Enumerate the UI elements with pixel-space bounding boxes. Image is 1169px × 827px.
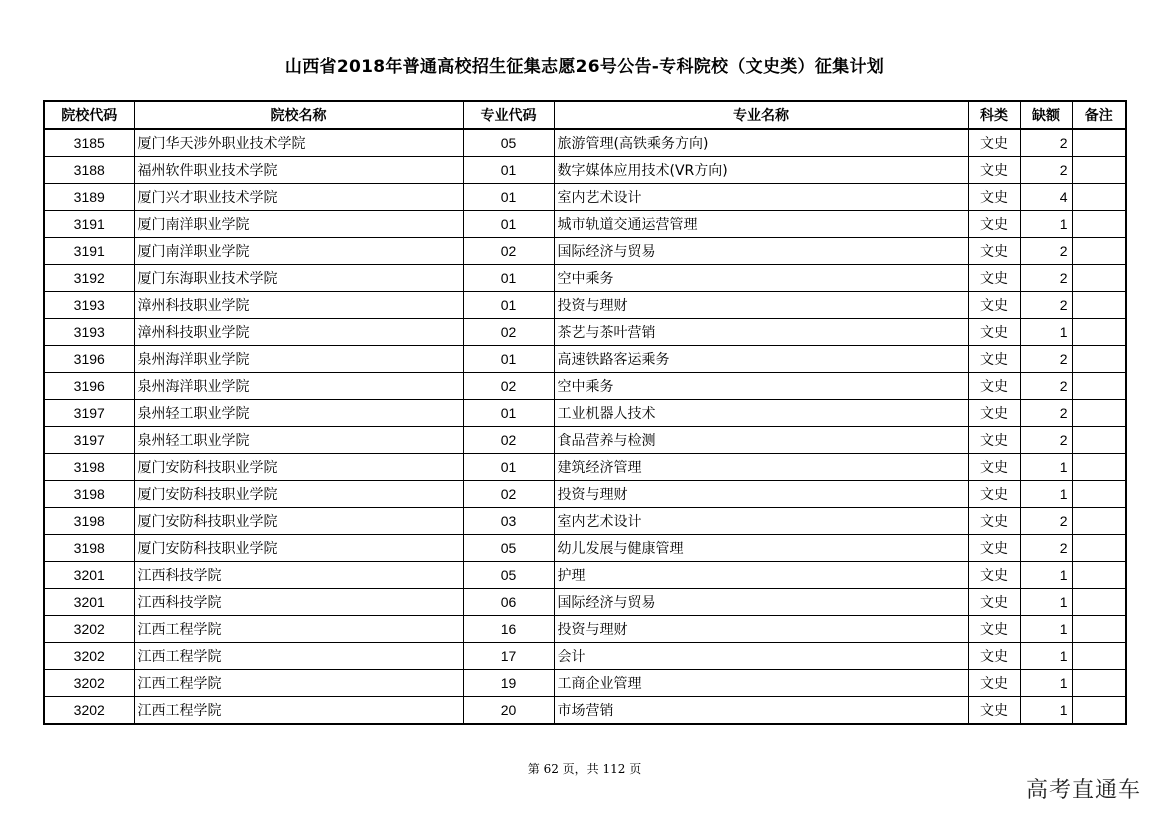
- page-footer: 第 62 页，共 112 页: [527, 762, 642, 776]
- cell-major-code: 05: [463, 129, 554, 157]
- cell-subject: 文史: [968, 292, 1020, 319]
- cell-major-name: 室内艺术设计: [554, 508, 968, 535]
- table-row: [44, 265, 1126, 292]
- header-school-code: 院校代码: [44, 101, 134, 129]
- cell-major-code: 02: [463, 238, 554, 265]
- table-header-row: [44, 101, 1126, 129]
- cell-major-code: 01: [463, 400, 554, 427]
- cell-major-code: 02: [463, 481, 554, 508]
- table-row: [44, 319, 1126, 346]
- cell-school-code: 3192: [44, 265, 134, 292]
- cell-vacancy: 1: [1020, 562, 1072, 589]
- table-row: [44, 157, 1126, 184]
- cell-major-name: 投资与理财: [554, 616, 968, 643]
- cell-school-name: 江西工程学院: [134, 616, 463, 643]
- cell-school-code: 3198: [44, 508, 134, 535]
- cell-vacancy: 2: [1020, 238, 1072, 265]
- table-row: [44, 481, 1126, 508]
- cell-school-code: 3202: [44, 697, 134, 725]
- cell-vacancy: 1: [1020, 616, 1072, 643]
- cell-school-code: 3198: [44, 454, 134, 481]
- cell-major-name: 护理: [554, 562, 968, 589]
- header-vacancy: 缺额: [1020, 101, 1072, 129]
- cell-vacancy: 2: [1020, 265, 1072, 292]
- cell-major-name: 旅游管理(高铁乘务方向): [554, 129, 968, 157]
- cell-vacancy: 2: [1020, 346, 1072, 373]
- cell-school-code: 3202: [44, 616, 134, 643]
- cell-major-name: 高速铁路客运乘务: [554, 346, 968, 373]
- cell-vacancy: 4: [1020, 184, 1072, 211]
- cell-vacancy: 2: [1020, 373, 1072, 400]
- cell-school-name: 厦门南洋职业学院: [134, 238, 463, 265]
- cell-major-code: 17: [463, 643, 554, 670]
- cell-major-code: 01: [463, 211, 554, 238]
- cell-vacancy: 2: [1020, 400, 1072, 427]
- cell-vacancy: 1: [1020, 481, 1072, 508]
- cell-school-code: 3202: [44, 643, 134, 670]
- cell-major-name: 工商企业管理: [554, 670, 968, 697]
- cell-subject: 文史: [968, 562, 1020, 589]
- cell-school-name: 泉州轻工职业学院: [134, 400, 463, 427]
- cell-school-name: 江西工程学院: [134, 670, 463, 697]
- table-row: [44, 238, 1126, 265]
- cell-major-name: 食品营养与检测: [554, 427, 968, 454]
- cell-school-name: 厦门安防科技职业学院: [134, 454, 463, 481]
- cell-school-name: 厦门南洋职业学院: [134, 211, 463, 238]
- table-row: [44, 697, 1126, 725]
- cell-school-name: 厦门安防科技职业学院: [134, 535, 463, 562]
- cell-subject: 文史: [968, 129, 1020, 157]
- cell-subject: 文史: [968, 508, 1020, 535]
- table-row: [44, 454, 1126, 481]
- table-row: [44, 184, 1126, 211]
- cell-major-code: 02: [463, 373, 554, 400]
- cell-school-name: 厦门兴才职业技术学院: [134, 184, 463, 211]
- cell-school-code: 3193: [44, 319, 134, 346]
- cell-major-name: 工业机器人技术: [554, 400, 968, 427]
- cell-subject: 文史: [968, 454, 1020, 481]
- header-note: 备注: [1072, 101, 1126, 129]
- cell-school-name: 江西工程学院: [134, 643, 463, 670]
- cell-major-name: 投资与理财: [554, 292, 968, 319]
- cell-major-name: 空中乘务: [554, 373, 968, 400]
- cell-major-code: 16: [463, 616, 554, 643]
- cell-major-code: 05: [463, 535, 554, 562]
- cell-note: [1072, 670, 1126, 697]
- cell-vacancy: 1: [1020, 670, 1072, 697]
- cell-subject: 文史: [968, 670, 1020, 697]
- enrollment-table: [43, 100, 1127, 725]
- cell-school-code: 3201: [44, 589, 134, 616]
- cell-note: [1072, 508, 1126, 535]
- cell-subject: 文史: [968, 238, 1020, 265]
- cell-school-name: 厦门安防科技职业学院: [134, 508, 463, 535]
- cell-school-code: 3202: [44, 670, 134, 697]
- cell-vacancy: 2: [1020, 427, 1072, 454]
- cell-vacancy: 1: [1020, 319, 1072, 346]
- cell-note: [1072, 481, 1126, 508]
- cell-subject: 文史: [968, 400, 1020, 427]
- cell-vacancy: 2: [1020, 535, 1072, 562]
- cell-subject: 文史: [968, 211, 1020, 238]
- cell-major-name: 室内艺术设计: [554, 184, 968, 211]
- cell-major-name: 市场营销: [554, 697, 968, 725]
- cell-note: [1072, 292, 1126, 319]
- cell-major-code: 20: [463, 697, 554, 725]
- cell-major-code: 19: [463, 670, 554, 697]
- cell-major-code: 01: [463, 292, 554, 319]
- cell-major-name: 幼儿发展与健康管理: [554, 535, 968, 562]
- cell-subject: 文史: [968, 616, 1020, 643]
- cell-school-code: 3196: [44, 373, 134, 400]
- cell-subject: 文史: [968, 535, 1020, 562]
- cell-note: [1072, 238, 1126, 265]
- cell-vacancy: 2: [1020, 157, 1072, 184]
- cell-school-name: 福州软件职业技术学院: [134, 157, 463, 184]
- cell-vacancy: 2: [1020, 508, 1072, 535]
- cell-school-code: 3201: [44, 562, 134, 589]
- cell-school-name: 厦门东海职业技术学院: [134, 265, 463, 292]
- header-major-code: 专业代码: [463, 101, 554, 129]
- cell-note: [1072, 129, 1126, 157]
- cell-school-code: 3185: [44, 129, 134, 157]
- cell-major-name: 空中乘务: [554, 265, 968, 292]
- cell-school-name: 厦门华天涉外职业技术学院: [134, 129, 463, 157]
- table-row: [44, 129, 1126, 157]
- table-row: [44, 589, 1126, 616]
- header-subject: 科类: [968, 101, 1020, 129]
- cell-school-code: 3197: [44, 427, 134, 454]
- cell-major-name: 城市轨道交通运营管理: [554, 211, 968, 238]
- cell-school-code: 3189: [44, 184, 134, 211]
- header-major-name: 专业名称: [554, 101, 968, 129]
- header-school-name: 院校名称: [134, 101, 463, 129]
- cell-major-code: 02: [463, 427, 554, 454]
- cell-note: [1072, 427, 1126, 454]
- watermark-text: 高考直通车: [1025, 778, 1141, 803]
- cell-subject: 文史: [968, 697, 1020, 725]
- cell-school-name: 江西科技学院: [134, 562, 463, 589]
- table-row: [44, 535, 1126, 562]
- cell-school-name: 江西工程学院: [134, 697, 463, 725]
- table-row: [44, 400, 1126, 427]
- cell-school-name: 泉州轻工职业学院: [134, 427, 463, 454]
- cell-subject: 文史: [968, 643, 1020, 670]
- cell-vacancy: 1: [1020, 697, 1072, 725]
- cell-school-name: 泉州海洋职业学院: [134, 346, 463, 373]
- table-row: [44, 670, 1126, 697]
- cell-school-code: 3191: [44, 238, 134, 265]
- cell-major-code: 02: [463, 319, 554, 346]
- cell-school-code: 3197: [44, 400, 134, 427]
- cell-note: [1072, 400, 1126, 427]
- cell-major-code: 01: [463, 346, 554, 373]
- cell-subject: 文史: [968, 589, 1020, 616]
- table-row: [44, 427, 1126, 454]
- cell-school-code: 3198: [44, 481, 134, 508]
- cell-major-code: 05: [463, 562, 554, 589]
- table-row: [44, 616, 1126, 643]
- table-row: [44, 292, 1126, 319]
- cell-school-code: 3196: [44, 346, 134, 373]
- cell-school-code: 3191: [44, 211, 134, 238]
- cell-vacancy: 1: [1020, 454, 1072, 481]
- cell-subject: 文史: [968, 346, 1020, 373]
- cell-subject: 文史: [968, 157, 1020, 184]
- cell-school-name: 漳州科技职业学院: [134, 292, 463, 319]
- cell-vacancy: 2: [1020, 292, 1072, 319]
- cell-note: [1072, 157, 1126, 184]
- cell-note: [1072, 562, 1126, 589]
- cell-note: [1072, 535, 1126, 562]
- cell-major-code: 06: [463, 589, 554, 616]
- cell-major-name: 会计: [554, 643, 968, 670]
- cell-note: [1072, 454, 1126, 481]
- cell-school-code: 3198: [44, 535, 134, 562]
- cell-note: [1072, 589, 1126, 616]
- table-row: [44, 211, 1126, 238]
- cell-major-name: 建筑经济管理: [554, 454, 968, 481]
- cell-vacancy: 1: [1020, 211, 1072, 238]
- cell-major-code: 01: [463, 265, 554, 292]
- table-row: [44, 643, 1126, 670]
- cell-major-code: 01: [463, 454, 554, 481]
- cell-major-name: 国际经济与贸易: [554, 238, 968, 265]
- cell-school-name: 江西科技学院: [134, 589, 463, 616]
- cell-school-name: 泉州海洋职业学院: [134, 373, 463, 400]
- cell-subject: 文史: [968, 481, 1020, 508]
- cell-major-name: 数字媒体应用技术(VR方向): [554, 157, 968, 184]
- cell-school-code: 3193: [44, 292, 134, 319]
- cell-note: [1072, 616, 1126, 643]
- table-row: [44, 562, 1126, 589]
- cell-major-code: 03: [463, 508, 554, 535]
- cell-vacancy: 1: [1020, 643, 1072, 670]
- cell-subject: 文史: [968, 184, 1020, 211]
- cell-school-code: 3188: [44, 157, 134, 184]
- cell-school-name: 漳州科技职业学院: [134, 319, 463, 346]
- cell-vacancy: 2: [1020, 129, 1072, 157]
- cell-note: [1072, 373, 1126, 400]
- cell-subject: 文史: [968, 265, 1020, 292]
- table-row: [44, 346, 1126, 373]
- cell-subject: 文史: [968, 319, 1020, 346]
- cell-vacancy: 1: [1020, 589, 1072, 616]
- cell-note: [1072, 319, 1126, 346]
- cell-major-code: 01: [463, 157, 554, 184]
- cell-major-code: 01: [463, 184, 554, 211]
- page-title: 山西省2018年普通高校招生征集志愿26号公告-专科院校（文史类）征集计划: [284, 57, 885, 77]
- cell-subject: 文史: [968, 427, 1020, 454]
- cell-major-name: 国际经济与贸易: [554, 589, 968, 616]
- cell-major-name: 投资与理财: [554, 481, 968, 508]
- cell-note: [1072, 643, 1126, 670]
- cell-note: [1072, 697, 1126, 725]
- cell-major-name: 茶艺与茶叶营销: [554, 319, 968, 346]
- cell-school-name: 厦门安防科技职业学院: [134, 481, 463, 508]
- cell-note: [1072, 346, 1126, 373]
- cell-note: [1072, 184, 1126, 211]
- cell-note: [1072, 265, 1126, 292]
- table-row: [44, 373, 1126, 400]
- cell-note: [1072, 211, 1126, 238]
- table-row: [44, 508, 1126, 535]
- cell-subject: 文史: [968, 373, 1020, 400]
